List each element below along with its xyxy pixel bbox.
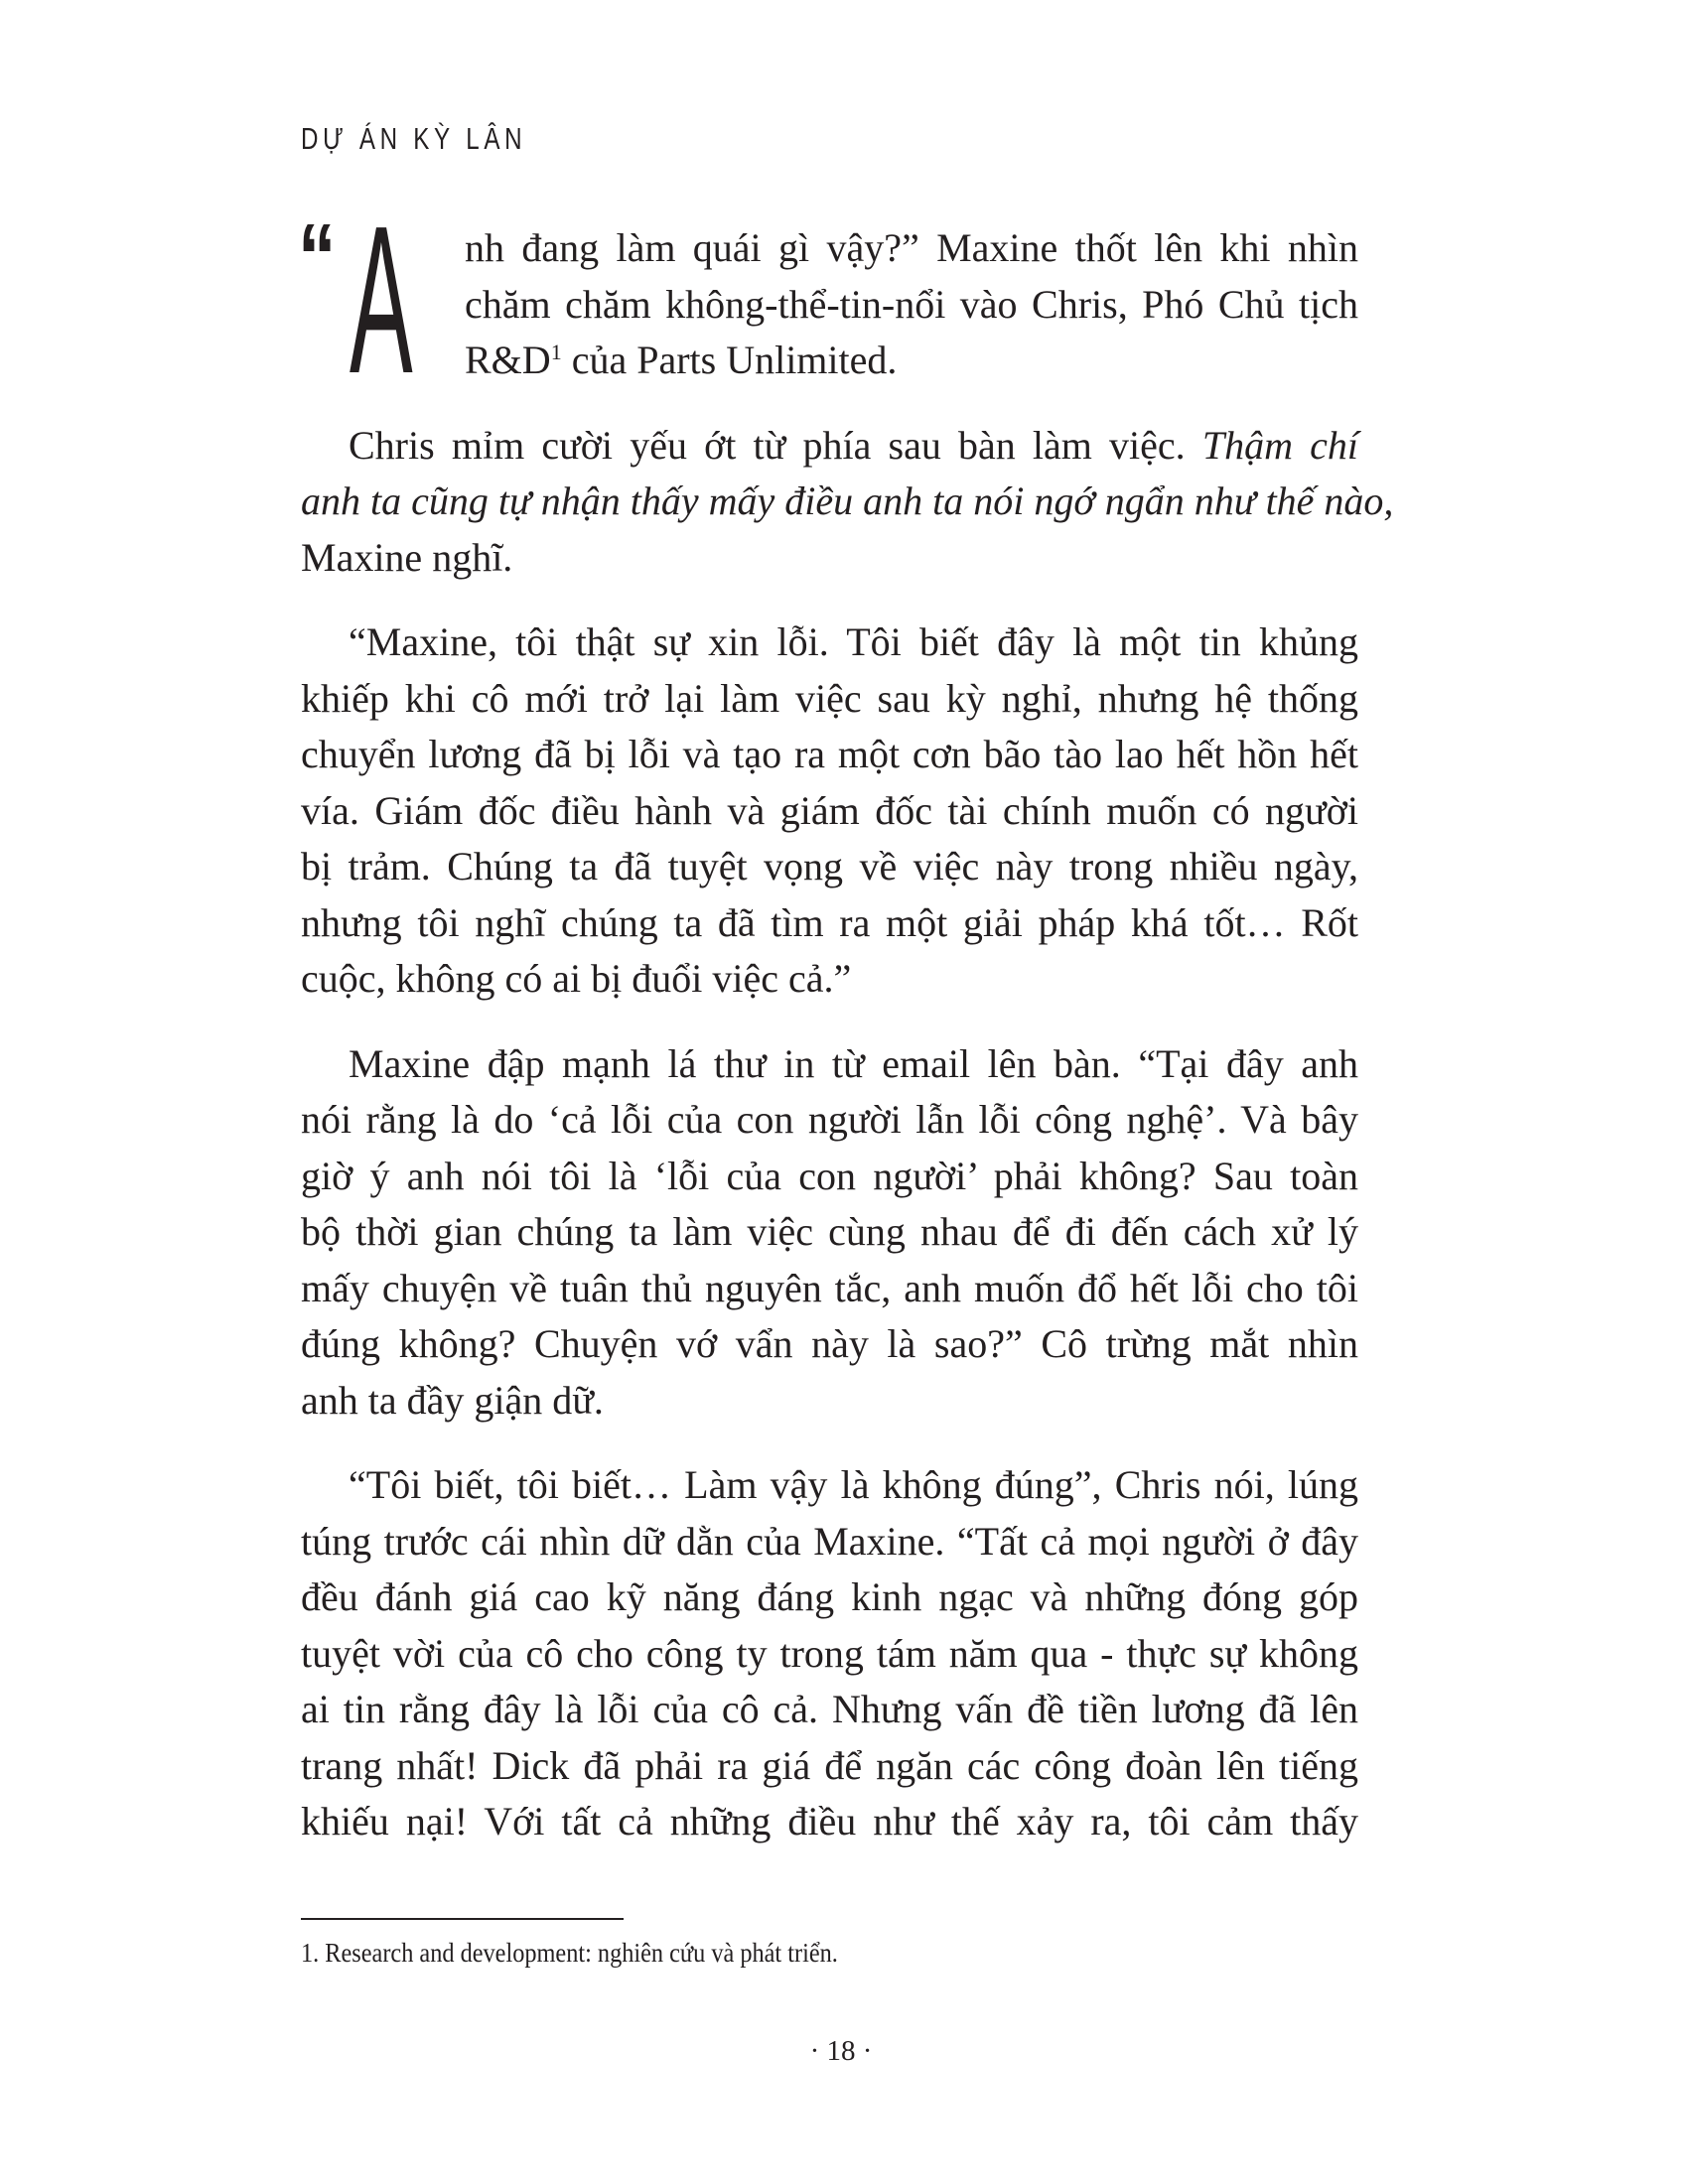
paragraph-4	[301, 1036, 1358, 1430]
text-line: bị trảm. Chúng ta đã tuyệt vọng về việc này trong nhiều ngày,	[301, 844, 1358, 888]
page-number: · 18 ·	[809, 2035, 873, 2067]
text-line: “Tôi biết, tôi biết… Làm vậy là không đúng”, Chris nói, lúng	[349, 1462, 1358, 1507]
italic-span: anh ta cũng tự nhận thấy mấy điều anh ta nói ngớ ngẩn như thế nào,	[301, 478, 1394, 523]
text-line: đều đánh giá cao kỹ năng đáng kinh ngạc và những đóng góp	[301, 1574, 1358, 1619]
text-line: cuộc, không có ai bị đuổi việc cả.”	[301, 956, 852, 1001]
body-text	[301, 220, 1394, 1879]
text-line	[301, 474, 1394, 530]
paragraph-2	[301, 418, 1394, 587]
text-line: Maxine đập mạnh lá thư in từ email lên bàn. “Tại đây anh	[349, 1040, 1358, 1086]
text-line: mấy chuyện về tuân thủ nguyên tắc, anh muốn đổ hết lỗi cho tôi	[301, 1265, 1358, 1310]
text-span: của Parts Unlimited.	[561, 338, 898, 382]
text-line: túng trước cái nhìn dữ dằn của Maxine. “Tất cả mọi người ở đây	[301, 1518, 1358, 1564]
drop-cap-letter: A	[350, 182, 413, 417]
text-span: Chris mỉm cười yếu ớt từ phía sau bàn làm việc.	[349, 422, 1202, 468]
italic-span: Thậm chí	[1201, 422, 1359, 468]
text-line: nh đang làm quái gì vậy?” Maxine thốt lên khi nhìn	[465, 225, 1358, 270]
text-line: chuyển lương đã bị lỗi và tạo ra một cơn bão tào lao hết hồn hết	[301, 732, 1358, 776]
text-line: đúng không? Chuyện vớ vẩn này là sao?” Cô trừng mắt nhìn	[301, 1321, 1358, 1366]
running-header: DỰ ÁN KỲ LÂN	[301, 121, 527, 156]
text-line: nhưng tôi nghĩ chúng ta đã tìm ra một giải pháp khá tốt… Rốt	[301, 899, 1358, 945]
text-line: vía. Giám đốc điều hành và giám đốc tài chính muốn có người	[301, 787, 1358, 833]
text-span: R&D	[465, 338, 551, 382]
text-line: chăm chăm không-thể-tin-nổi vào Chris, Phó Chủ tịch	[465, 281, 1358, 327]
text-line: nói rằng là do ‘cả lỗi của con người lẫn lỗi công nghệ’. Và bây	[301, 1097, 1358, 1142]
footnote-divider	[301, 1918, 624, 1920]
drop-cap-quote: “	[298, 205, 337, 311]
text-line: tuyệt vời của cô cho công ty trong tám năm qua - thực sự không	[301, 1630, 1358, 1676]
paragraph-1	[301, 220, 1358, 389]
text-line: khiếu nại! Với tất cả những điều như thế xảy ra, tôi cảm thấy	[301, 1799, 1358, 1843]
text-line: khiếp khi cô mới trở lại làm việc sau kỳ nghỉ, nhưng hệ thống	[301, 675, 1358, 721]
text-line: ai tin rằng đây là lỗi của cô cả. Nhưng vấn đề tiền lương đã lên	[301, 1687, 1358, 1731]
footnote-ref[interactable]: 1	[550, 340, 562, 364]
text-line: “Maxine, tôi thật sự xin lỗi. Tôi biết đây là một tin khủng	[349, 619, 1358, 664]
text-line: anh ta đầy giận dữ.	[301, 1377, 604, 1423]
text-line: trang nhất! Dick đã phải ra giá để ngăn các công đoàn lên tiếng	[301, 1742, 1358, 1788]
footnote: 1. Research and development: nghiên cứu và phát triển.	[301, 1938, 838, 1968]
text-line: giờ ý anh nói tôi là ‘lỗi của con người’ phải không? Sau toàn	[301, 1153, 1358, 1198]
text-line	[301, 418, 1358, 475]
text-line: bộ thời gian chúng ta làm việc cùng nhau để đi đến cách xử lý	[301, 1209, 1358, 1254]
text-line	[301, 333, 1358, 389]
paragraph-3	[301, 614, 1358, 1008]
paragraph-5	[301, 1457, 1358, 1850]
text-line: Maxine nghĩ.	[301, 534, 513, 580]
